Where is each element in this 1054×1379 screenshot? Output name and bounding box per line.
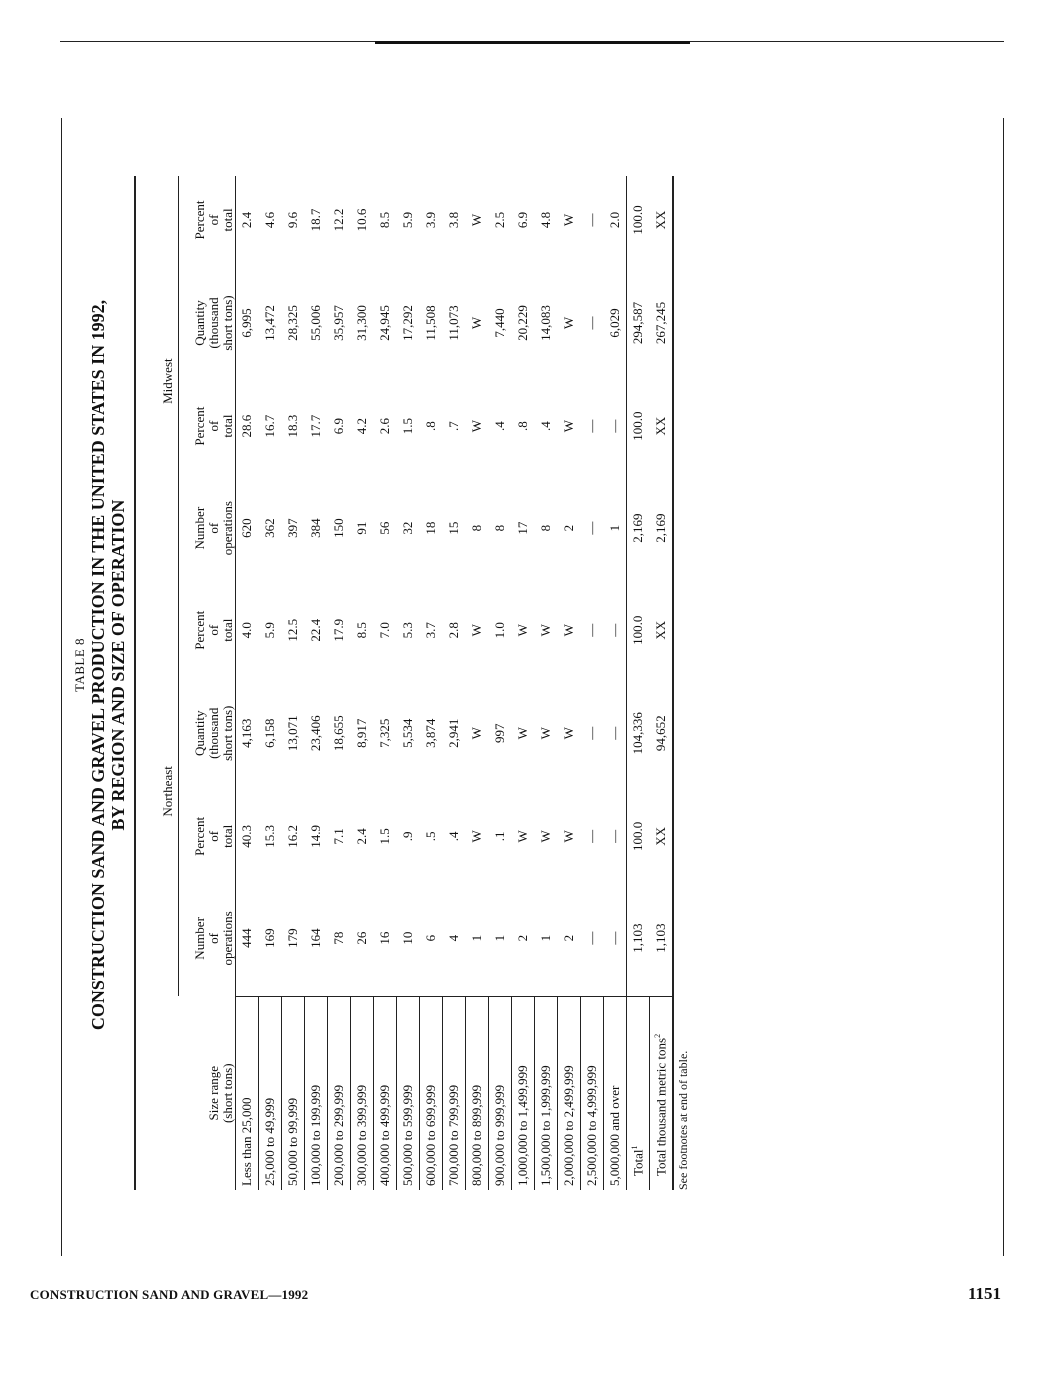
table-cell: 14,083 xyxy=(538,305,553,341)
table-cell: .8 xyxy=(515,421,530,431)
table-cell: 28.6 xyxy=(239,414,255,438)
row-label: Total thousand metric tons$^2$ xyxy=(650,997,674,1191)
table-cell: 4.0 xyxy=(239,622,255,639)
table-cell: 10 xyxy=(400,931,415,945)
row-label: 5,000,000 and over xyxy=(604,997,627,1191)
row-label: 1,500,000 to 1,999,999 xyxy=(535,997,558,1191)
table-cell: 31,300 xyxy=(354,305,369,341)
column-header: Percent of total xyxy=(179,382,236,470)
table-cell: 1 xyxy=(492,934,507,942)
table-cell: 16.7 xyxy=(262,414,277,438)
table-cell: 6.9 xyxy=(331,417,346,435)
table-cell: 8 xyxy=(469,524,484,532)
table-cell: .1 xyxy=(492,831,507,842)
table-cell: 100.0 xyxy=(627,176,650,264)
right-margin-rule xyxy=(1003,118,1004,1256)
table-cell: 267,245 xyxy=(650,264,674,382)
table-cell: W xyxy=(561,830,576,843)
table-cell: 15 xyxy=(446,521,461,535)
table-cell: 17,292 xyxy=(400,305,415,341)
table-cell: 620 xyxy=(239,518,255,538)
table-row xyxy=(604,176,627,1190)
table-cell: 56 xyxy=(377,521,392,535)
table-cell: 8.5 xyxy=(377,211,392,229)
data-table xyxy=(134,176,674,1190)
table-cell: 20,229 xyxy=(515,305,530,341)
table-cell: .9 xyxy=(400,831,415,842)
table-cell: — xyxy=(584,213,599,227)
column-header: Percent of total xyxy=(179,586,236,674)
table-cell: 2,941 xyxy=(446,718,461,748)
table-cell: 1.5 xyxy=(377,828,392,845)
column-header: Number of operations xyxy=(179,880,236,996)
table-cell: — xyxy=(606,726,622,740)
table-cell: W xyxy=(538,624,553,637)
table-cell: 1 xyxy=(469,934,484,942)
table-cell: 3.8 xyxy=(446,211,461,229)
table-cell: 23,406 xyxy=(308,715,323,752)
table-cell: 1,103 xyxy=(650,880,674,996)
row-label: 25,000 to 49,999 xyxy=(259,997,282,1191)
table-cell: W xyxy=(515,624,530,637)
table-cell: W xyxy=(469,316,484,330)
table-cell: — xyxy=(584,419,599,433)
table-body xyxy=(236,176,674,1190)
table-cell: 17.9 xyxy=(331,618,346,642)
table-cell: 6,029 xyxy=(606,308,622,338)
table-cell: .4 xyxy=(446,831,461,842)
region-header-midwest: Midwest xyxy=(158,176,179,586)
table-cell: 18 xyxy=(423,521,438,535)
table-cell: 6 xyxy=(423,934,438,942)
row-label: 100,000 to 199,999 xyxy=(305,997,328,1191)
table-cell: W xyxy=(561,213,576,227)
table-row xyxy=(512,176,535,1190)
table-cell: 6,158 xyxy=(262,718,277,748)
table-cell: 28,325 xyxy=(285,305,300,341)
table-cell: 35,957 xyxy=(331,305,346,341)
table-cell: — xyxy=(584,829,599,843)
table-cell: 94,652 xyxy=(650,674,674,792)
table-cell: 1 xyxy=(538,934,553,942)
table-row xyxy=(466,176,489,1190)
table-cell: 13,071 xyxy=(285,715,300,752)
column-header: Percent of total xyxy=(179,176,236,264)
column-header: Number of operations xyxy=(179,470,236,586)
table-cell: 11,073 xyxy=(446,305,461,341)
table-cell: 100.0 xyxy=(627,382,650,470)
table-cell: .4 xyxy=(538,421,553,431)
row-label: 600,000 to 699,999 xyxy=(420,997,443,1191)
table-cell: 2.6 xyxy=(377,417,392,435)
table-cell: — xyxy=(584,726,599,740)
table-cell: XX xyxy=(650,382,674,470)
table-cell: W xyxy=(469,624,484,637)
row-label: 200,000 to 299,999 xyxy=(328,997,351,1191)
table-cell: 18.3 xyxy=(285,414,300,438)
table-cell: 6,995 xyxy=(239,308,255,338)
table-cell: 2.4 xyxy=(354,828,369,845)
table-row xyxy=(282,176,305,1190)
table-cell: 8 xyxy=(492,524,507,532)
table-cell: 4.8 xyxy=(538,211,553,229)
table-cell: 18.7 xyxy=(308,208,323,232)
table-cell: 2.0 xyxy=(606,211,622,229)
running-footer: CONSTRUCTION SAND AND GRAVEL—1992 xyxy=(30,1287,309,1302)
table-cell: 2 xyxy=(561,934,576,942)
table-cell: — xyxy=(606,623,622,637)
table-cell: — xyxy=(584,623,599,637)
row-label: Total$^1$ xyxy=(627,997,650,1191)
table-cell: W xyxy=(538,830,553,843)
table-cell: 40.3 xyxy=(239,824,255,848)
column-header: Percent of total xyxy=(179,792,236,880)
table-title: CONSTRUCTION SAND AND GRAVEL PRODUCTION IN THE UNITED STATES IN 1992, xyxy=(88,299,108,1031)
table-cell: 6.9 xyxy=(515,211,530,229)
table-cell: 10.6 xyxy=(354,208,369,232)
row-label: 2,000,000 to 2,499,999 xyxy=(558,997,581,1191)
table-row xyxy=(374,176,397,1190)
table-cell: 5.3 xyxy=(400,622,415,639)
table-cell: W xyxy=(561,624,576,637)
table-cell: W xyxy=(515,727,530,740)
table-cell: 179 xyxy=(285,928,300,948)
column-header: Quantity (thousand short tons) xyxy=(179,264,236,382)
table-cell: 8,917 xyxy=(354,718,369,748)
table-cell: 1,103 xyxy=(627,880,650,996)
table-cell: 100.0 xyxy=(627,792,650,880)
row-label: Less than 25,000 xyxy=(236,997,259,1191)
table-cell: W xyxy=(469,213,484,227)
table-cell: 13,472 xyxy=(262,305,277,341)
table-cell: 2 xyxy=(515,934,530,942)
table-row xyxy=(535,176,558,1190)
top-rule-accent xyxy=(375,41,690,44)
table-cell: 2 xyxy=(561,524,576,532)
table-cell: 397 xyxy=(285,518,300,538)
table-cell: 7,325 xyxy=(377,718,392,748)
table-cell: W xyxy=(469,727,484,740)
row-label: 400,000 to 499,999 xyxy=(374,997,397,1191)
table-cell: 2.4 xyxy=(239,211,255,229)
column-header: Quantity (thousand short tons) xyxy=(179,674,236,792)
table-cell: W xyxy=(469,419,484,433)
table-cell: 164 xyxy=(308,928,323,948)
page-number: 1151 xyxy=(968,1284,1002,1303)
table-cell: 17 xyxy=(515,521,530,535)
table-cell: 16 xyxy=(377,931,392,945)
table-cell: 16.2 xyxy=(285,824,300,848)
region-spacer xyxy=(158,997,179,1191)
row-label: 1,000,000 to 1,499,999 xyxy=(512,997,535,1191)
table-row xyxy=(581,176,604,1190)
table-cell: 9.6 xyxy=(285,211,300,229)
footnote: See footnotes at end of table. xyxy=(676,1050,690,1190)
table-cell: — xyxy=(584,316,599,330)
table-row xyxy=(489,176,512,1190)
table-cell: 100.0 xyxy=(627,586,650,674)
table-row xyxy=(627,176,650,1190)
table-cell: 2.8 xyxy=(446,622,461,639)
row-label: 50,000 to 99,999 xyxy=(282,997,305,1191)
table-cell: — xyxy=(606,931,622,945)
table-cell: 32 xyxy=(400,521,415,535)
column-header-row xyxy=(179,176,236,1190)
table-cell: 22.4 xyxy=(308,618,323,642)
table-cell: 11,508 xyxy=(423,305,438,341)
table-cell: 4.6 xyxy=(262,211,277,229)
table-row xyxy=(443,176,466,1190)
table-cell: W xyxy=(561,419,576,433)
table-cell: 5.9 xyxy=(262,622,277,639)
row-label: 2,500,000 to 4,999,999 xyxy=(581,997,604,1191)
table-cell: — xyxy=(606,419,622,433)
table-cell: 2.5 xyxy=(492,211,507,229)
table-cell: 384 xyxy=(308,518,323,538)
table-cell: 444 xyxy=(239,928,255,948)
table-cell: 1 xyxy=(606,524,622,532)
table-cell: 5.9 xyxy=(400,211,415,229)
table-cell: XX xyxy=(650,586,674,674)
table-cell: 24,945 xyxy=(377,305,392,341)
rotated-table-page xyxy=(72,140,952,1190)
table-cell: 3,874 xyxy=(423,718,438,748)
table-cell: .5 xyxy=(423,831,438,842)
row-label: 500,000 to 599,999 xyxy=(397,997,420,1191)
table-row xyxy=(236,176,259,1190)
table-cell: 2,169 xyxy=(627,470,650,586)
table-row xyxy=(305,176,328,1190)
table-cell: W xyxy=(538,727,553,740)
row-label: 800,000 to 899,999 xyxy=(466,997,489,1191)
table-cell: 997 xyxy=(492,723,507,744)
table-cell: 91 xyxy=(354,521,369,535)
table-cell: XX xyxy=(650,176,674,264)
table-cell: 17.7 xyxy=(308,414,323,438)
table-cell: .7 xyxy=(446,421,461,431)
table-cell: 4 xyxy=(446,934,461,942)
table-cell: 150 xyxy=(331,518,346,538)
table-cell: W xyxy=(561,727,576,740)
table-cell: W xyxy=(515,830,530,843)
table-cell: 8 xyxy=(538,524,553,532)
table-cell: 7,440 xyxy=(492,308,507,338)
table-subtitle: BY REGION AND SIZE OF OPERATION xyxy=(108,499,128,831)
table-cell: 294,587 xyxy=(627,264,650,382)
table-cell: 4,163 xyxy=(239,718,255,748)
table-cell: 169 xyxy=(262,928,277,948)
table-cell: .4 xyxy=(492,421,507,431)
table-cell: 362 xyxy=(262,518,277,538)
table-cell: 14.9 xyxy=(308,824,323,848)
table-title-block xyxy=(72,140,128,1190)
table-cell: 5,534 xyxy=(400,718,415,748)
table-cell: 26 xyxy=(354,931,369,945)
region-header-northeast: Northeast xyxy=(158,586,179,996)
table-cell: 15.3 xyxy=(262,824,277,848)
table-cell: 8.5 xyxy=(354,622,369,639)
table-row xyxy=(650,176,674,1190)
table-cell: 7.1 xyxy=(331,828,346,845)
table-cell: 3.9 xyxy=(423,211,438,229)
table-cell: 1.5 xyxy=(400,417,415,435)
row-label: 700,000 to 799,999 xyxy=(443,997,466,1191)
table-cell: 2,169 xyxy=(650,470,674,586)
table-cell: 18,655 xyxy=(331,715,346,752)
table-row xyxy=(328,176,351,1190)
table-row xyxy=(351,176,374,1190)
table-cell: 4.2 xyxy=(354,417,369,435)
table-cell: W xyxy=(561,316,576,330)
table-cell: 7.0 xyxy=(377,622,392,639)
table-cell: 78 xyxy=(331,931,346,945)
table-cell: XX xyxy=(650,792,674,880)
table-cell: 3.7 xyxy=(423,622,438,639)
table-cell: — xyxy=(606,829,622,843)
table-cell: 104,336 xyxy=(627,674,650,792)
table-cell: 12.2 xyxy=(331,208,346,232)
table-cell: 55,006 xyxy=(308,305,323,341)
table-cell: 1.0 xyxy=(492,622,507,639)
table-row xyxy=(420,176,443,1190)
row-label: 300,000 to 399,999 xyxy=(351,997,374,1191)
table-row xyxy=(259,176,282,1190)
table-row xyxy=(397,176,420,1190)
table-row xyxy=(558,176,581,1190)
table-cell: 12.5 xyxy=(285,618,300,642)
table-cell: — xyxy=(584,931,599,945)
table-cell: .8 xyxy=(423,421,438,431)
row-label: 900,000 to 999,999 xyxy=(489,997,512,1191)
table-cell: — xyxy=(584,521,599,535)
size-range-header: Size range (short tons) xyxy=(179,997,236,1191)
table-number: TABLE 8 xyxy=(72,637,87,693)
table-cell: W xyxy=(469,830,484,843)
left-margin-rule xyxy=(61,118,62,1256)
